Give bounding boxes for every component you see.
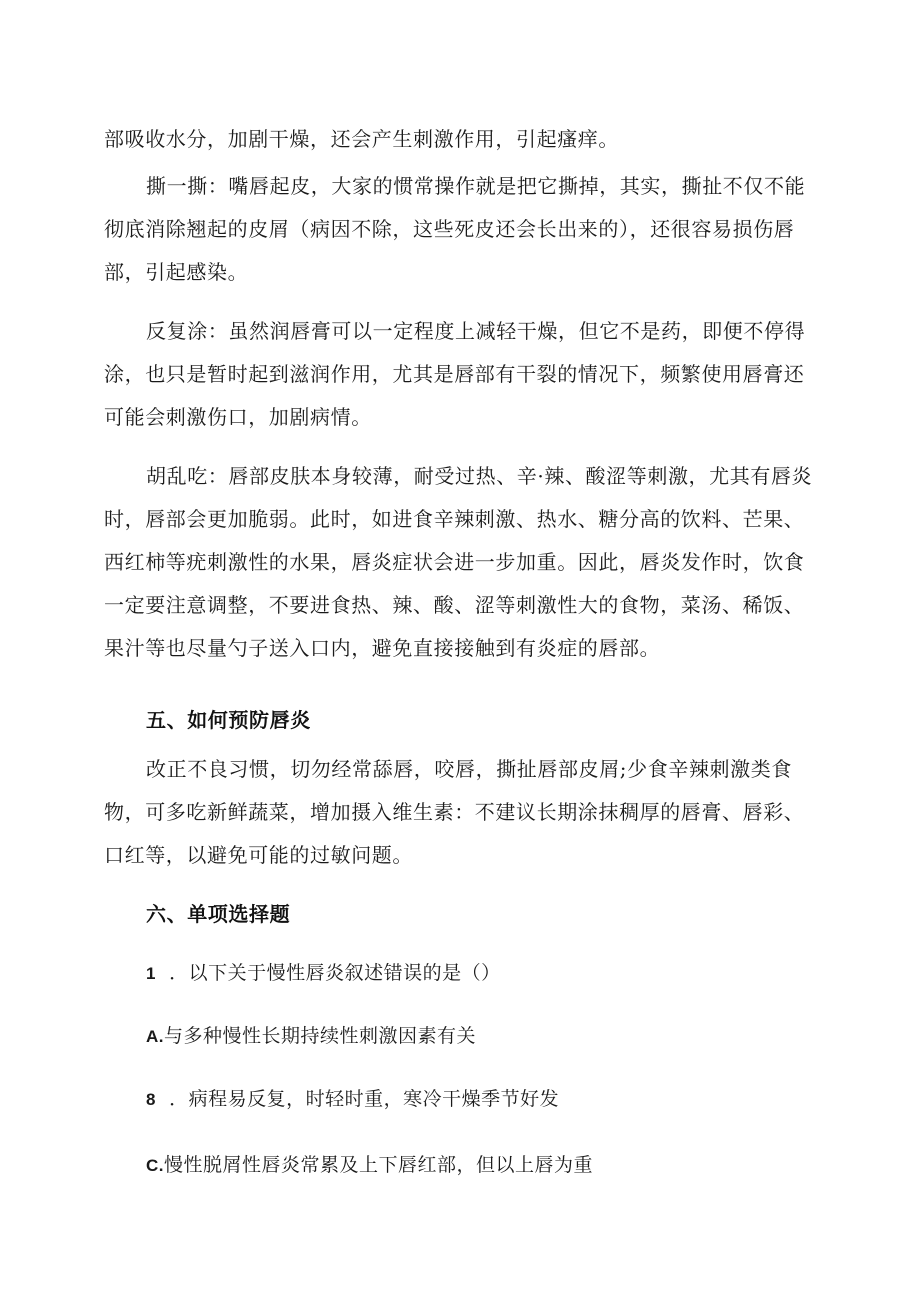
option-text: 与多种慢性长期持续性刺激因素有关 (164, 1025, 477, 1047)
option-label: A. (146, 1027, 164, 1046)
section-5-body: 改正不良习惯，切勿经常舔唇，咬唇，撕扯唇部皮屑;少食辛辣刺激类食物，可多吃新鲜蔬菜，增加摄入维生素：不建议长期涂抹稠厚的唇膏、唇彩、口红等，以避免可能的过敏问题。 (104, 757, 805, 867)
section-5-heading: 五、如何预防唇炎 (146, 708, 311, 732)
paragraph-reapplying: 反复涂：虽然润唇膏可以一定程度上减轻干燥，但它不是药，即便不停得涂，也只是暂时起到滋润作用，尤其是唇部有干裂的情况下，频繁使用唇膏还可能会刺激伤口，加剧病情。 (104, 319, 806, 429)
question-1 (146, 958, 501, 985)
option-b (146, 1084, 559, 1111)
section-6-heading: 六、单项选择题 (146, 902, 291, 926)
paragraph-tearing: 撕一撕：嘴唇起皮，大家的惯常操作就是把它撕掉，其实，撕扯不仅不能彻底消除翘起的皮屑（病因不除，这些死皮还会长出来的），还很容易损伤唇部，引起感染。 (104, 174, 806, 284)
option-label: 8 (146, 1090, 156, 1109)
question-text: ．以下关于慢性唇炎叙述错误的是（） (169, 962, 501, 984)
paragraph-continuation: 部吸收水分，加剧干燥，还会产生刺激作用，引起瘙痒。 (104, 127, 619, 151)
option-text: ．病程易反复，时轻时重，寒冷干燥季节好发 (169, 1088, 560, 1110)
question-number: 1 (146, 964, 156, 983)
option-label: C. (146, 1156, 164, 1175)
option-c (146, 1150, 593, 1177)
paragraph-eating: 胡乱吃：唇部皮肤本身较薄，耐受过热、辛·辣、酸涩等刺激，尤其有唇炎时，唇部会更加脆弱。此时，如进食辛辣刺激、热水、糖分高的饮料、芒果、西红柿等疣刺激性的水果，唇炎症状会进一步加重。因此，唇炎发作时，饮食一定要注意调整，不要进食热、辣、酸、涩等刺激性大的食物，菜汤、稀饭、果汁等也尽量勺子送入口内，避免直接接触到有炎症的唇部。 (104, 464, 813, 660)
option-text: 慢性脱屑性唇炎常累及上下唇红部，但以上唇为重 (164, 1154, 594, 1176)
option-a (146, 1021, 476, 1048)
